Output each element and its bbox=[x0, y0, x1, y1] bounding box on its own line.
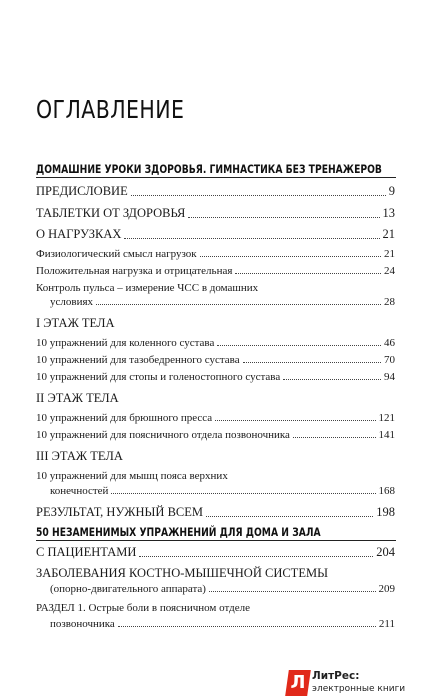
dot-leader bbox=[139, 556, 373, 557]
toc-entry-label: РЕЗУЛЬТАТ, НУЖНЫЙ ВСЕМ bbox=[36, 505, 204, 519]
toc-entry-page: 28 bbox=[384, 296, 395, 308]
toc-heading-floor-2[interactable]: II ЭТАЖ ТЕЛА bbox=[36, 391, 119, 405]
toc-entry-page: 13 bbox=[382, 206, 395, 220]
toc-entry-result[interactable] bbox=[36, 505, 395, 520]
toc-entry-pulse[interactable] bbox=[36, 296, 395, 308]
toc-entry-musculoskeletal[interactable] bbox=[36, 583, 395, 595]
dot-leader bbox=[206, 516, 373, 517]
toc-entry-label: С ПАЦИЕНТАМИ bbox=[36, 545, 137, 559]
section-title-home-lessons: ДОМАШНИЕ УРОКИ ЗДОРОВЬЯ. ГИМНАСТИКА БЕЗ ТРЕНАЖЕРОВ bbox=[36, 162, 382, 176]
toc-entry-page: 70 bbox=[384, 354, 395, 366]
toc-entry-page: 209 bbox=[378, 583, 395, 595]
toc-entry-page: 21 bbox=[382, 227, 395, 241]
toc-entry-label: 10 упражнений для поясничного отдела позвоночника bbox=[36, 429, 290, 441]
toc-entry-abs[interactable] bbox=[36, 412, 395, 424]
dot-leader bbox=[215, 420, 375, 421]
toc-entry-label: (опорно-двигательного аппарата) bbox=[50, 583, 206, 595]
section-divider bbox=[36, 177, 396, 178]
dot-leader bbox=[217, 345, 381, 346]
toc-entry-label: конечностей bbox=[50, 485, 109, 497]
page-title: ОГЛАВЛЕНИЕ bbox=[36, 95, 185, 124]
toc-entry-label: 10 упражнений для брюшного пресса bbox=[36, 412, 213, 424]
dot-leader bbox=[293, 437, 376, 438]
dot-leader bbox=[96, 304, 381, 305]
toc-entry-label: позвоночника bbox=[50, 618, 115, 630]
toc-entry-loads[interactable] bbox=[36, 227, 395, 242]
dot-leader bbox=[243, 362, 381, 363]
toc-entry-physiology[interactable] bbox=[36, 248, 395, 260]
toc-entry-page: 46 bbox=[384, 337, 395, 349]
toc-entry-foot[interactable] bbox=[36, 371, 395, 383]
litres-logo-icon bbox=[285, 670, 311, 696]
toc-entry-page: 168 bbox=[378, 485, 395, 497]
toc-entry-label: 10 упражнений для тазобедренного сустава bbox=[36, 354, 240, 366]
toc-entry-page: 211 bbox=[378, 618, 395, 630]
toc-heading-floor-1[interactable]: I ЭТАЖ ТЕЛА bbox=[36, 316, 115, 330]
dot-leader bbox=[188, 217, 379, 218]
toc-entry-page: 21 bbox=[384, 248, 395, 260]
dot-leader bbox=[131, 195, 386, 196]
toc-entry-page: 141 bbox=[378, 429, 395, 441]
toc-entry-hip[interactable] bbox=[36, 354, 395, 366]
toc-entry-pulse-line1[interactable]: Контроль пульса – измерение ЧСС в домашних bbox=[36, 282, 259, 294]
logo-letter: Л bbox=[290, 672, 306, 693]
toc-entry-label: Положительная нагрузка и отрицательная bbox=[36, 265, 233, 277]
toc-entry-page: 94 bbox=[384, 371, 395, 383]
toc-entry-upper-limbs[interactable] bbox=[36, 485, 395, 497]
toc-entry-page: 204 bbox=[376, 545, 395, 559]
toc-heading-floor-3[interactable]: III ЭТАЖ ТЕЛА bbox=[36, 449, 123, 463]
toc-entry-musculoskeletal-line1[interactable]: ЗАБОЛЕВАНИЯ КОСТНО-МЫШЕЧНОЙ СИСТЕМЫ bbox=[36, 566, 328, 580]
toc-entry-label: О НАГРУЗКАХ bbox=[36, 227, 122, 241]
dot-leader bbox=[111, 493, 375, 494]
toc-entry-section1-line1[interactable]: РАЗДЕЛ 1. Острые боли в поясничном отделе bbox=[36, 602, 251, 614]
toc-entry-label: Физиологический смысл нагрузок bbox=[36, 248, 197, 260]
logo-line1: ЛитРес: bbox=[312, 670, 360, 682]
litres-logo-text bbox=[312, 670, 405, 696]
toc-entry-preface[interactable] bbox=[36, 184, 395, 199]
toc-entry-page: 24 bbox=[384, 265, 395, 277]
toc-entry-page: 9 bbox=[388, 184, 395, 198]
dot-leader bbox=[118, 626, 376, 627]
toc-entry-page: 121 bbox=[378, 412, 395, 424]
dot-leader bbox=[124, 238, 379, 239]
dot-leader bbox=[209, 591, 376, 592]
logo-line2: электронные книги bbox=[312, 684, 406, 694]
dot-leader bbox=[283, 379, 381, 380]
toc-entry-upper-limbs-line1[interactable]: 10 упражнений для мышц пояса верхних bbox=[36, 470, 228, 482]
toc-entry-knee[interactable] bbox=[36, 337, 395, 349]
toc-entry-label: ПРЕДИСЛОВИЕ bbox=[36, 184, 128, 198]
dot-leader bbox=[235, 273, 381, 274]
toc-entry-page: 198 bbox=[376, 505, 395, 519]
toc-entry-label: 10 упражнений для коленного сустава bbox=[36, 337, 215, 349]
toc-entry-label: условиях bbox=[50, 296, 94, 308]
section-title-50-exercises: 50 НЕЗАМЕНИМЫХ УПРАЖНЕНИЙ ДЛЯ ДОМА И ЗАЛА bbox=[36, 525, 321, 539]
toc-entry-lumbar[interactable] bbox=[36, 429, 395, 441]
dot-leader bbox=[200, 256, 381, 257]
toc-entry-positive-load[interactable] bbox=[36, 265, 395, 277]
toc-entry-pills[interactable] bbox=[36, 206, 395, 221]
section-divider bbox=[36, 540, 396, 541]
toc-entry-label: ТАБЛЕТКИ ОТ ЗДОРОВЬЯ bbox=[36, 206, 186, 220]
toc-entry-patients[interactable] bbox=[36, 545, 395, 560]
toc-entry-label: 10 упражнений для стопы и голеностопного сустава bbox=[36, 371, 281, 383]
toc-entry-section1[interactable] bbox=[36, 618, 395, 630]
